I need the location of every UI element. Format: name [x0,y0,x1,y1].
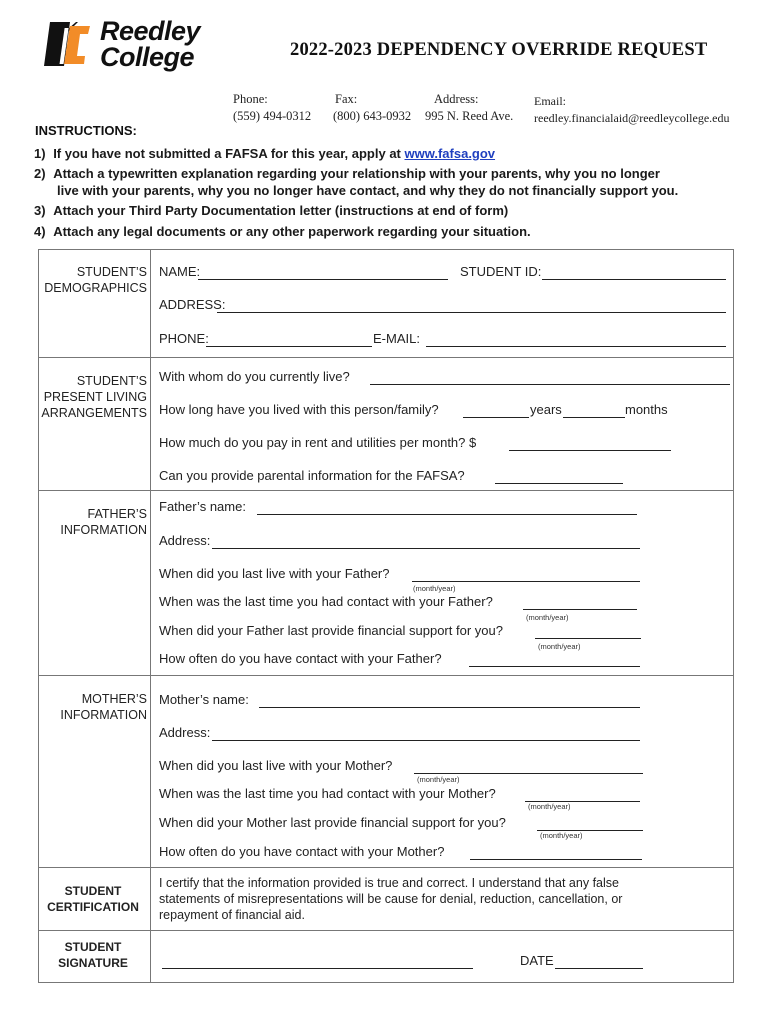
father-address-field[interactable] [212,548,640,549]
months-label: months [625,402,668,417]
instruction-2 [34,165,660,182]
label-line: STUDENT [64,884,122,898]
divider-certification [39,930,733,931]
address-field[interactable] [217,312,726,313]
instructions-heading: INSTRUCTIONS: [35,123,137,138]
student-id-label: STUDENT ID: [460,264,542,279]
mother-support-question: When did your Mother last provide financial support for you? [159,815,506,830]
month-year-hint: (month/year) [540,831,583,840]
label-line: STUDENT’S [76,265,147,279]
address-value: 995 N. Reed Ave. [425,109,514,123]
month-year-hint: (month/year) [417,775,460,784]
instruction-2-num: 2) [34,166,46,181]
instruction-4-num: 4) [34,224,46,239]
contact-email [534,93,730,127]
mother-name-label: Mother’s name: [159,692,249,707]
father-name-field[interactable] [257,514,637,515]
divider-mother [39,867,733,868]
label-line: STUDENT [64,940,122,954]
years-field[interactable] [463,417,529,418]
fafsa-parental-field[interactable] [495,483,623,484]
instruction-3 [34,202,508,219]
section-label-living [39,373,147,421]
father-name-label: Father’s name: [159,499,246,514]
father-last-contact-field[interactable] [523,609,637,610]
divider-father [39,675,733,676]
contact-phone [233,91,311,125]
month-year-hint: (month/year) [538,642,581,651]
instruction-1-num: 1) [34,146,46,161]
instruction-1 [34,145,495,162]
mother-last-live-field[interactable] [414,773,643,774]
instruction-4 [34,223,531,240]
student-id-field[interactable] [542,279,726,280]
form-table [38,249,734,983]
phone-label: Phone: [233,92,268,106]
contact-address [425,91,513,125]
mother-name-field[interactable] [259,707,640,708]
section-label-father [39,506,147,538]
instruction-2-text: Attach a typewritten explanation regarding your relationship with your parents, why you no longer [53,166,660,181]
email-label: Email: [534,94,566,108]
signature-field[interactable] [162,968,473,969]
label-line: ARRANGEMENTS [41,406,147,420]
name-field[interactable] [198,279,448,280]
how-long-question: How long have you lived with this person/family? [159,402,439,417]
months-field[interactable] [563,417,625,418]
address-label: Address: [434,92,479,106]
father-address-label: Address: [159,533,211,548]
father-support-question: When did your Father last provide financial support for you? [159,623,503,638]
email-label: E-MAIL: [373,331,420,346]
address-label: ADDRESS: [159,297,226,312]
mother-address-label: Address: [159,725,211,740]
instruction-2-cont: live with your parents, why you no longer have contact, and why they do not financially support you. [57,183,679,198]
column-divider [150,250,151,982]
logo-text-college: College [100,42,195,72]
instruction-1-text: If you have not submitted a FAFSA for this year, apply at [53,146,405,161]
instruction-3-num: 3) [34,203,46,218]
label-line: FATHER’S [87,507,147,521]
section-label-signature [39,939,147,971]
section-label-certification [39,883,147,915]
reedley-college-logo [40,18,230,72]
father-contact-frequency-question: How often do you have contact with your Father? [159,651,442,666]
certification-text: I certify that the information provided is true and correct. I understand that any false statements of misrepresentations will be cause for denial, reduction, cancellation, or repayment of financial aid. [159,876,623,922]
fafsa-link[interactable]: www.fafsa.gov [404,146,496,161]
fax-label: Fax: [335,92,358,106]
email-field[interactable] [426,346,726,347]
fax-value: (800) 643-0932 [333,109,412,123]
rent-field[interactable] [509,450,671,451]
month-year-hint: (month/year) [413,584,456,593]
month-year-hint: (month/year) [526,613,569,622]
label-line: STUDENT’S [76,374,147,388]
instruction-3-text: Attach your Third Party Documentation letter (instructions at end of form) [53,203,509,218]
month-year-hint: (month/year) [528,802,571,811]
mother-contact-frequency-question: How often do you have contact with your Mother? [159,844,445,859]
label-line: INFORMATION [60,523,147,537]
live-with-question: With whom do you currently live? [159,369,350,384]
date-label: DATE [520,953,554,968]
label-line: CERTIFICATION [47,900,139,914]
phone-field[interactable] [206,346,372,347]
mother-last-contact-question: When was the last time you had contact with your Mother? [159,786,496,801]
father-last-contact-question: When was the last time you had contact with your Father? [159,594,493,609]
father-support-field[interactable] [535,638,641,639]
mother-last-live-question: When did you last live with your Mother? [159,758,393,773]
form-title: 2022-2023 DEPENDENCY OVERRIDE REQUEST [290,40,708,60]
divider-living [39,490,733,491]
divider-demographics [39,357,733,358]
father-last-live-field[interactable] [412,581,640,582]
father-last-live-question: When did you last live with your Father? [159,566,390,581]
label-line: MOTHER’S [81,692,147,706]
mother-address-field[interactable] [212,740,640,741]
logo-text-reedley: Reedley [100,16,201,46]
label-line: DEMOGRAPHICS [44,281,147,295]
contact-fax [333,91,411,125]
live-with-field[interactable] [370,384,730,385]
fafsa-parental-question: Can you provide parental information for the FAFSA? [159,468,465,483]
mother-contact-frequency-field[interactable] [470,859,642,860]
name-label: NAME: [159,264,201,279]
label-line: SIGNATURE [58,956,128,970]
label-line: INFORMATION [60,708,147,722]
section-label-demographics [39,264,147,296]
section-label-mother [39,691,147,723]
instruction-4-text: Attach any legal documents or any other paperwork regarding your situation. [53,224,531,239]
rent-question: How much do you pay in rent and utilities per month? $ [159,435,477,450]
years-label: years [530,402,562,417]
phone-label: PHONE: [159,331,209,346]
father-contact-frequency-field[interactable] [469,666,640,667]
date-field[interactable] [555,968,643,969]
email-value: reedley.financialaid@reedleycollege.edu [534,111,730,125]
label-line: PRESENT LIVING [43,390,147,404]
phone-value: (559) 494-0312 [233,109,312,123]
